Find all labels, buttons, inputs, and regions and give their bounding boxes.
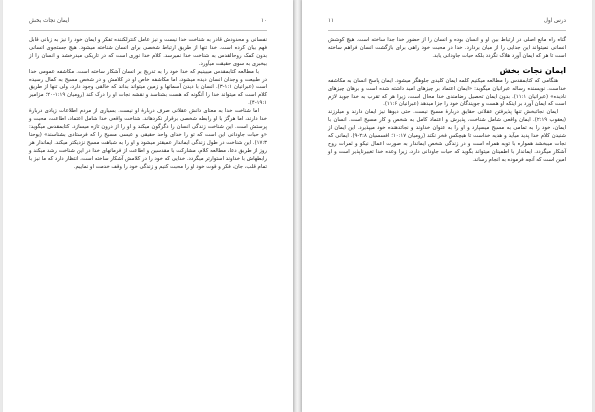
body-paragraph: هنگامی که کتابمقدس را مطالعه میکنیم کلمه ایمان کلیدی جلوهگر میشود. ایمان پاسخ انسان به مکاشفه خداست. نویسنده رساله عبرانیان میگوید: «ایمان اعتماد بر چیزهای امید داشته شده است و برهان چیزهای نادیده» (عبرانیان ۱۱:۱). بدون ایمان تحصیل رضامندی خدا محال است، زیرا هر که تقرب به خدا جوید لازم است که ایمان آورد بر اینکه او هست و جویندگان خود را جزا میدهد (عبرانیان ۱۱:۶). [328, 77, 566, 108]
section-heading: ایمان نجات بخش [499, 65, 566, 75]
body-paragraph: ایمان نجاتبخش تنها پذیرفتن عقلانی حقایق دربارهٔ مسیح نیست. حتی دیوها نیز ایمان دارند و میلرزند (یعقوب ۲:۱۹). ایمان واقعی شامل شناخت، پذیرش و اعتماد کامل به شخص و کار مسیح است. انسان با ایمان، خود را به تمامی به مسیح میسپارد و او را به عنوان خداوند و نجاتدهنده خود میپذیرد. این ایمان از شنیدن کلام خدا پدید میآید و هدیه خداست تا هیچکس فخر نکند (رومیان ۱۰:۱۷؛ افسسیان ۲:۸-۹). ایمانی که نجات میبخشد همواره با توبه همراه است و در زندگی شخص ایماندار به صورت اعمال نیکو و ثمرات روح آشکار میگردد. ایماندار با اطمینان میتواند بگوید که حیات جاودانی دارد، زیرا وعده خدا تغییرناپذیر است و او امین است که آنچه فرموده به انجام رساند. [328, 109, 567, 163]
left-page [3, 0, 293, 412]
right-page-header-title: درس اول [543, 18, 566, 24]
right-page-header [328, 14, 566, 31]
book-gutter [293, 0, 302, 412]
right-page-body [328, 37, 566, 165]
body-paragraph: گناه راه مانع اصلی در ارتباط بین او و انسان بوده و انسان را از حضور خدا جدا ساخته است. هیچ کوشش انسانی نمیتواند این جدایی را از میان بردارد. خدا در محبت خود راهی برای بازگشت انسان فراهم ساخته است تا هر که ایمان آورد هلاک نگردد بلکه حیات جاودانی یابد. [328, 37, 566, 59]
left-page-header [29, 14, 267, 31]
left-page-number: ۱۰ [260, 18, 267, 24]
body-paragraph: با مطالعه کتابمقدس میبینیم که خدا خود را به تدریج بر انسان آشکار ساخته است. مکاشفه عمومی خدا در طبیعت و وجدان انسان دیده میشود، اما مکاشفه خاص او در کلامش و در شخص مسیح به کمال رسیده است (عبرانیان ۱:۱-۳). انسان با دیدن آسمانها و زمین میتواند بداند که خالقی وجود دارد، ولی تنها از طریق کلام است که میتواند خدا را آنگونه که هست بشناسد و نقشه نجات او را درک کند (رومیان ۱:۱۹-۲۰؛ مزامیر ۱۹:۱-۴). [29, 68, 268, 107]
right-page [302, 0, 592, 412]
left-page-header-title: ایمان نجات بخش [29, 18, 70, 24]
right-page-number: ۱۱ [328, 18, 335, 24]
body-paragraph: اما شناخت خدا به معنای دانش عقلانی صرف دربارهٔ او نیست. بسیاری از مردم اطلاعات زیادی دربارهٔ خدا دارند، اما هرگز با او رابطه شخصی برقرار نکردهاند. شناخت واقعی خدا شامل اعتماد، اطاعت، محبت و پرستش است. این شناخت زندگی انسان را دگرگون میکند و او را از درون تازه میسازد. کتابمقدس میگوید: «و حیات جاودانی این است که تو را خدای واحد حقیقی و عیسی مسیح را که فرستادی بشناسند» (یوحنا ۱۷:۳). این شناخت در طول زندگی ایماندار عمیقتر میشود و او را به شباهت مسیح نزدیکتر میکند. ایماندار هر روز از طریق دعا، مطالعه کلام، مشارکت با مقدسین و اطاعت از فرمانهای خدا در این شناخت رشد میکند و رابطهاش با خداوند استوارتر میگردد. خدایی که خود را در کلامش آشکار ساخته است، انتظار دارد که ما نیز با تمام قلب، جان، فکر و قوت خود او را محبت کنیم و زندگی خود را وقف خدمت او نماییم. [29, 108, 267, 170]
left-page-body [29, 37, 267, 171]
body-paragraph: نفسانی و محدودش قادر به شناخت خدا نیست و نیز عامل کنترلکننده تفکر و ایمان خود را نیز به زبانی قابل فهم بیان کرده است. خدا تنها از طریق ارتباط شخصی برای انسان شناخته میشود. هیچ جستجوی انسانی بدون کمک روحالقدس به شناخت خدا نمیرسد. کلام خدا نوری است که در تاریکی میدرخشد و انسان را از بیخبری به سوی حقیقت میآورد. [29, 37, 267, 67]
